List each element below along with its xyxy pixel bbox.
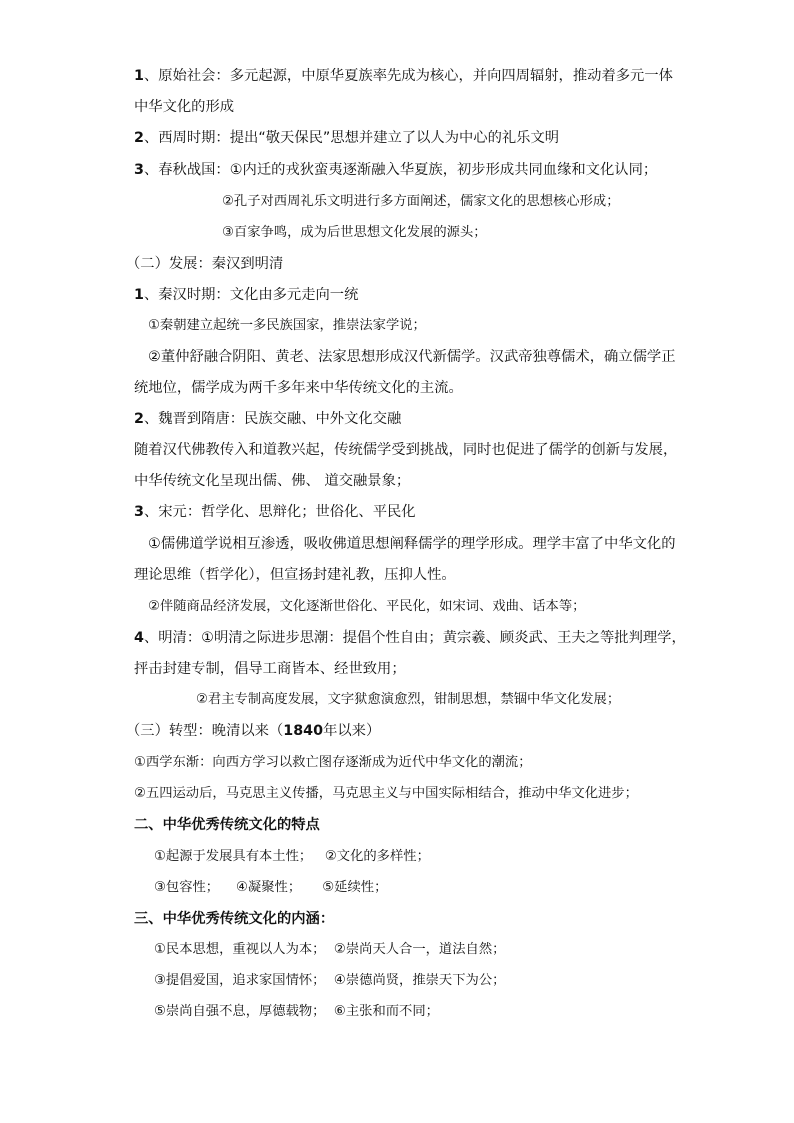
item-wei-jin-desc-cont: 中华传统文化呈现出儒、佛、 道交融景象；: [134, 473, 411, 489]
item-qin-han-2: ②董仲舒融合阴阳、黄老、法家思想形成汉代新儒学。汉武帝独尊儒术，确立儒学正: [148, 349, 676, 365]
characteristics-row-1: ①起源于发展具有本土性； ②文化的多样性；: [154, 849, 430, 864]
item-primitive-society: 1、原始社会：多元起源，中原华夏族率先成为核心，并向四周辐射，推动着多元一体: [134, 68, 673, 84]
item-song-yuan-1-cont: 理论思维（哲学化），但宣扬封建礼教，压抑人性。: [134, 567, 456, 583]
item-western-learning: ①西学东渐：向西方学习以救亡图存逐渐成为近代中华文化的潮流；: [134, 755, 532, 770]
item-spring-autumn-3: ③百家争鸣，成为后世思想文化发展的源头；: [222, 225, 487, 240]
item-spring-autumn: 3、春秋战国：①内迁的戎狄蛮夷逐渐融入华夏族，初步形成共同血缘和文化认同；: [134, 162, 658, 178]
item-primitive-society-cont: 中华文化的形成: [134, 99, 235, 115]
item-wei-jin-desc: 随着汉代佛教传入和道教兴起，传统儒学受到挑战，同时也促进了儒学的创新与发展，: [134, 442, 678, 458]
item-qin-han-1: ①秦朝建立起统一多民族国家，推崇法家学说；: [148, 318, 426, 333]
item-spring-autumn-2: ②孔子对西周礼乐文明进行多方面阐述，儒家文化的思想核心形成；: [222, 194, 620, 209]
item-song-yuan: 3、宋元：哲学化、思辩化；世俗化、平民化: [134, 504, 416, 520]
section-heading-characteristics: 二、中华优秀传统文化的特点: [134, 817, 320, 833]
section-heading-connotation: 三、中华优秀传统文化的内涵：: [134, 911, 335, 927]
item-song-yuan-1: ①儒佛道学说相互渗透，吸收佛道思想阐释儒学的理学形成。理学丰富了中华文化的: [148, 536, 676, 552]
item-western-zhou: 2、西周时期：提出“敬天保民”思想并建立了以人为中心的礼乐文明: [134, 130, 560, 146]
item-may-fourth: ②五四运动后，马克思主义传播，马克思主义与中国实际相结合，推动中华文化进步；: [134, 786, 638, 801]
section-heading-transformation: （三）转型：晚清以来（1840年以来）: [126, 723, 381, 739]
characteristics-row-2: ③包容性； ④凝聚性； ⑤延续性；: [154, 880, 388, 895]
item-ming-qing-cont: 抨击封建专制，倡导工商皆本、经世致用；: [134, 661, 406, 677]
item-qin-han: 1、秦汉时期：文化由多元走向一统: [134, 287, 359, 303]
item-ming-qing-2: ②君主专制高度发展，文字狱愈演愈烈，钳制思想，禁锢中华文化发展；: [196, 692, 621, 707]
section-heading-development: （二）发展：秦汉到明清: [126, 256, 284, 272]
connotation-row-2: ③提倡爱国，追求家国情怀； ④崇德尚贤，推崇天下为公；: [154, 973, 506, 988]
item-song-yuan-2: ②伴随商品经济发展，文化逐渐世俗化、平民化，如宋词、戏曲、话本等；: [148, 599, 586, 614]
item-qin-han-2-cont: 统地位，儒学成为两千多年来中华传统文化的主流。: [134, 380, 463, 396]
item-wei-jin: 2、魏晋到隋唐：民族交融、中外文化交融: [134, 411, 402, 427]
connotation-row-3: ⑤崇尚自强不息，厚德载物； ⑥主张和而不同；: [154, 1004, 439, 1019]
connotation-row-1: ①民本思想，重视以人为本； ②崇尚天人合一，道法自然；: [154, 942, 506, 957]
item-ming-qing: 4、明清：①明清之际进步思潮：提倡个性自由；黄宗羲、顾炎武、王夫之等批判理学，: [134, 630, 686, 646]
